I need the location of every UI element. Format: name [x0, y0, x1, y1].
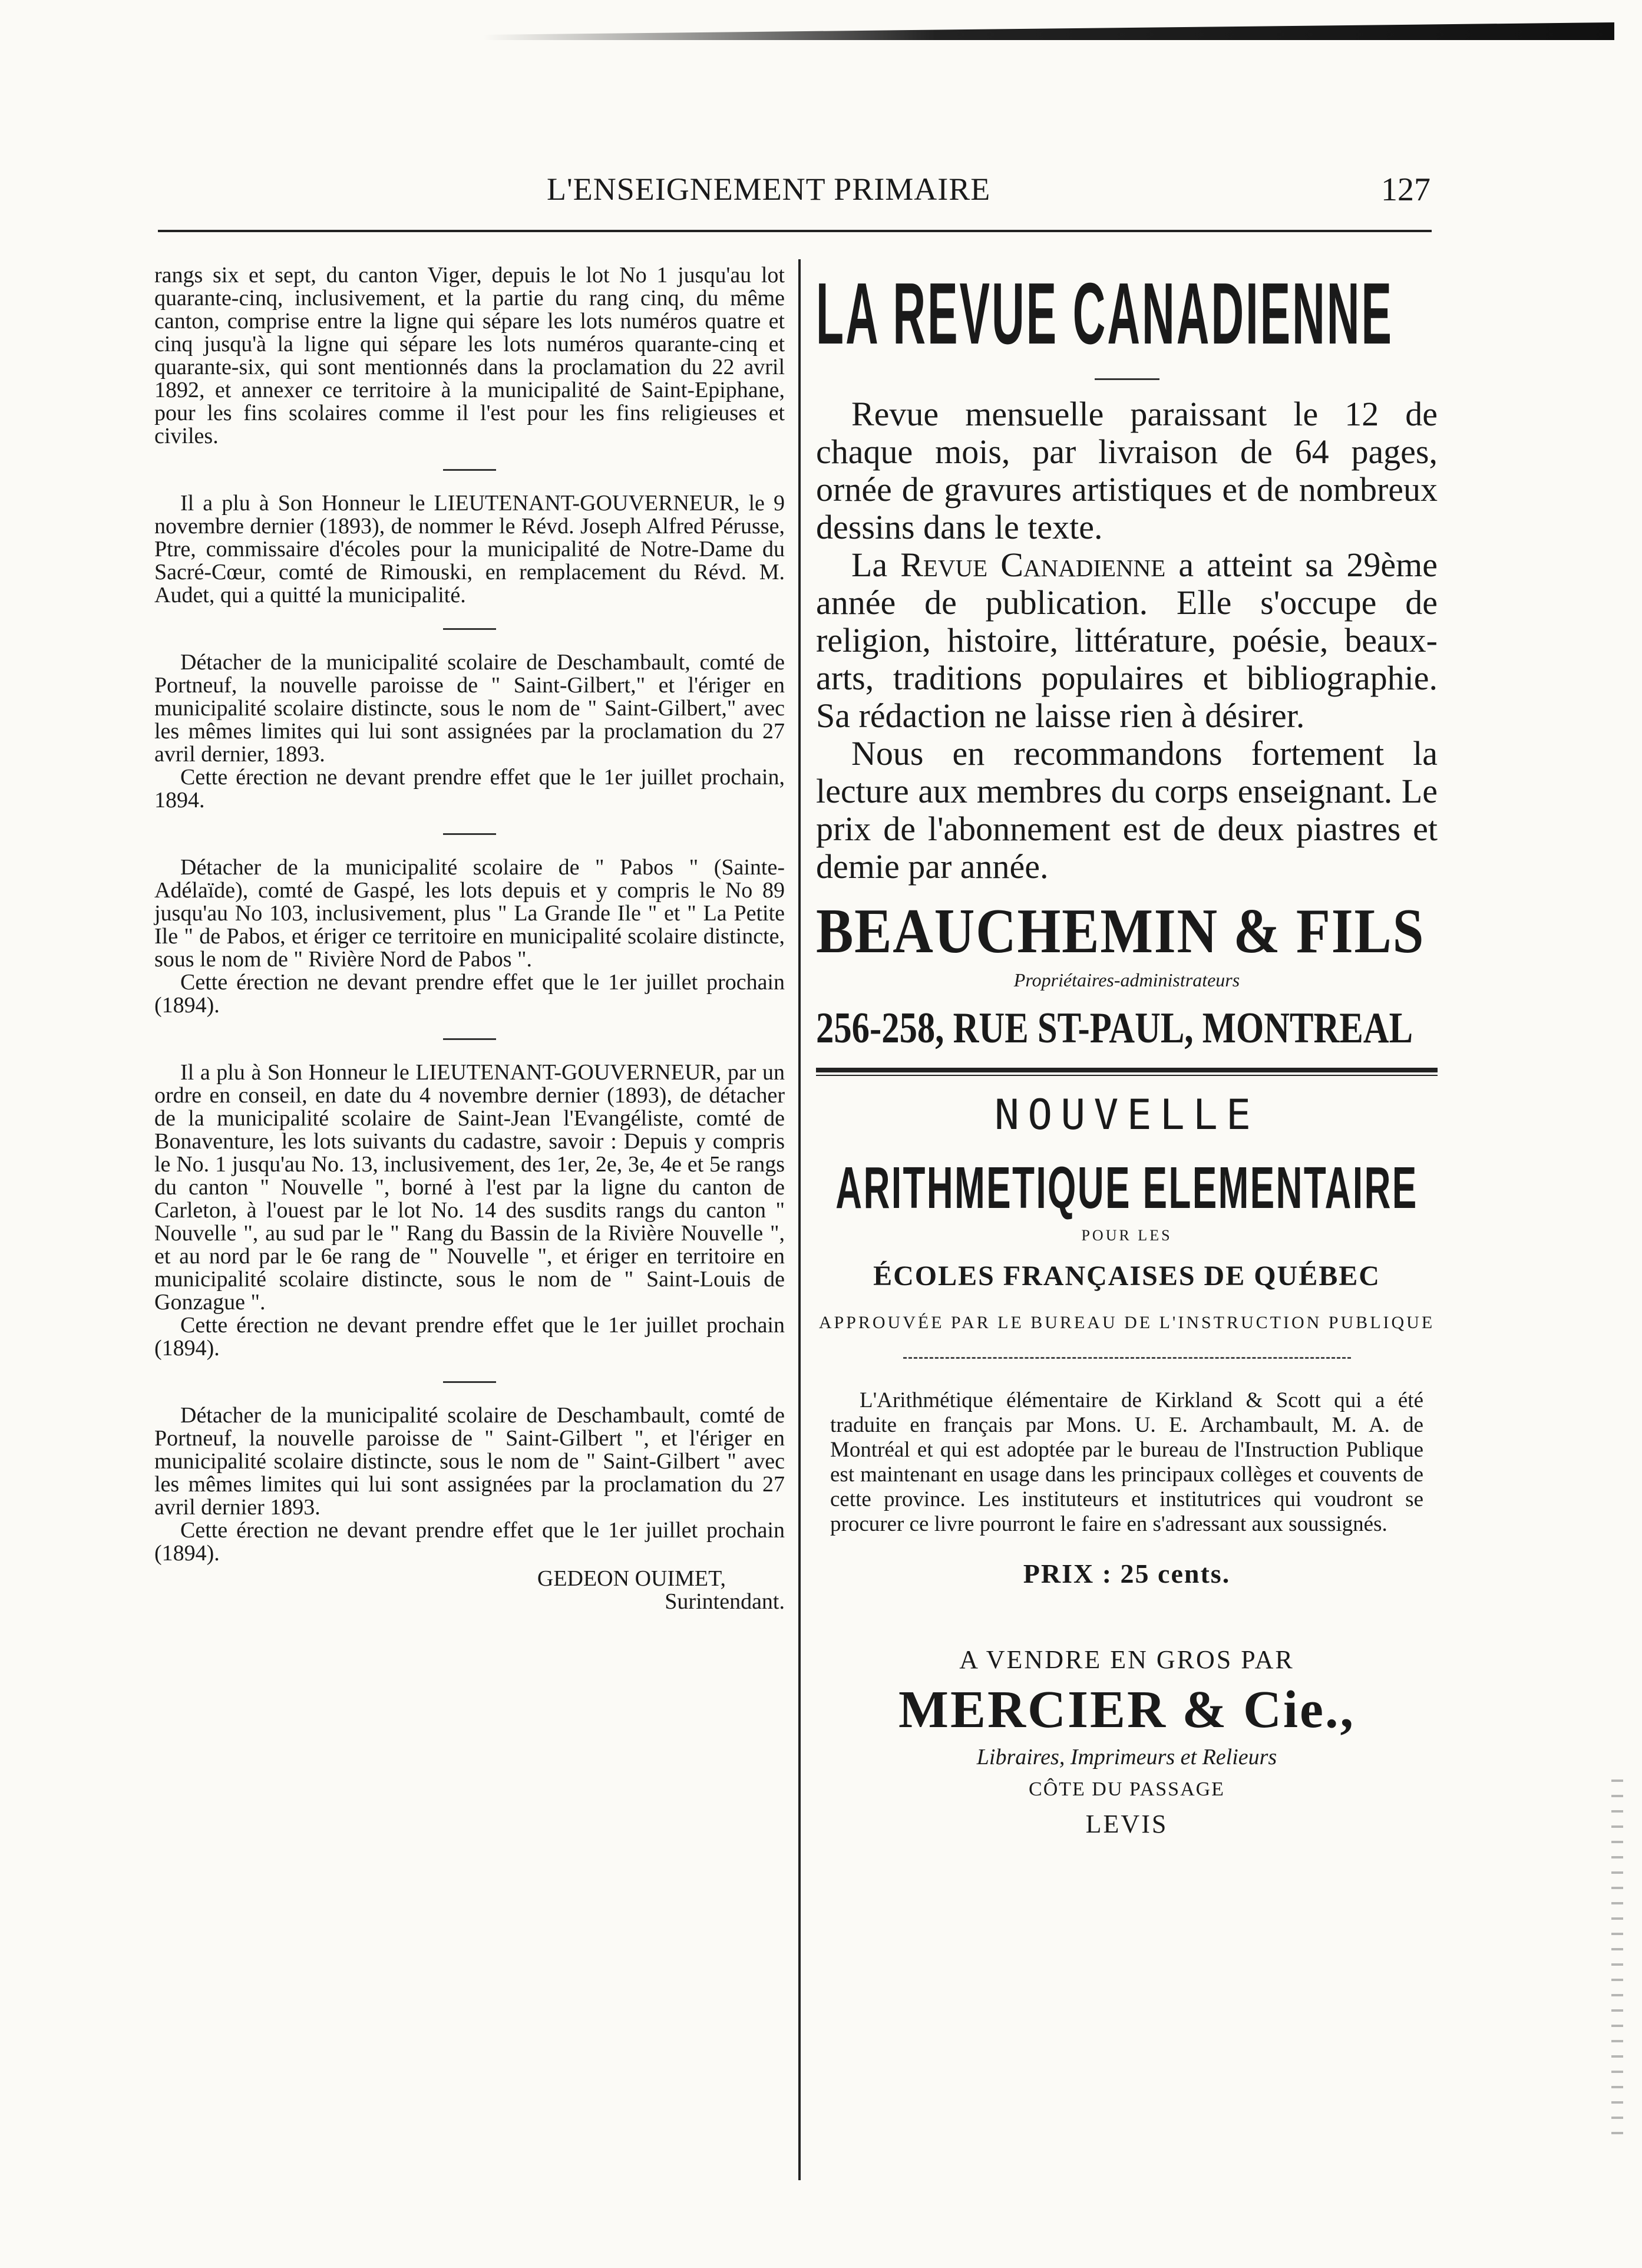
- revue-paragraph: [816, 546, 1438, 735]
- header-rule: [158, 230, 1432, 232]
- page-number: 127: [1381, 171, 1430, 208]
- dashed-divider: [903, 1357, 1351, 1359]
- notice-paragraph: Cette érection ne devant prendre effet que le 1er juillet prochain (1894).: [154, 970, 785, 1018]
- advert-divider-thick: [816, 1068, 1438, 1072]
- arithmetique-title: ARITHMETIQUE ELEMENTAIRE: [835, 1155, 1418, 1221]
- section-separator: [443, 1038, 496, 1040]
- revue-paragraph: Revue mensuelle paraissant le 12 de chaque mois, par livraison de 64 pages, ornée de gravures artistiques et de nombreux dessins dans le texte.: [816, 395, 1438, 546]
- arithmetique-description: [816, 1388, 1438, 1537]
- publisher-role: Propriétaires-administrateurs: [1013, 969, 1240, 991]
- notice-paragraph: Détacher de la municipalité scolaire de Deschambault, comté de Portneuf, la nouvelle paroisse de " Saint-Gilbert ", et l'ériger en municipalité scolaire distincte, sous le nom de " Saint-Gilbert " avec les mêmes limites qui lui sont assignées par la proclamation du 27 avril dernier 1893.: [154, 1403, 785, 1520]
- pour-les-label: POUR LES: [1081, 1227, 1172, 1244]
- notice-paragraph: Cette érection ne devant prendre effet que le 1er juillet prochain (1894).: [154, 1518, 785, 1566]
- running-title: L'ENSEIGNEMENT PRIMAIRE: [547, 171, 991, 207]
- arithmetique-paragraph: L'Arithmétique élémentaire de Kirkland & Scott qui a été traduite en français par Mons. U. E. Archambault, M. A. de Montréal et qui est adoptée par le bureau de l'Instruction Publique est maintenant en usage dans les principaux collèges et couvents de cette province. Les instituteurs et institutrices qui voudront se procurer ce livre pourront le faire en s'adressant aux soussignés.: [830, 1388, 1423, 1536]
- section-separator: [443, 833, 496, 835]
- title-rule: [1095, 378, 1159, 380]
- notice-paragraph: Cette érection ne devant prendre effet que le 1er juillet prochain, 1894.: [154, 765, 785, 813]
- notice-paragraph: Détacher de la municipalité scolaire de Deschambault, comté de Portneuf, la nouvelle paroisse de " Saint-Gilbert," et l'ériger en municipalité scolaire distincte, sous le nom de " Saint-Gilbert," avec les mêmes limites qui lui sont assignées par la proclamation du 27 avril dernier, 1893.: [154, 650, 785, 767]
- signature-title: Surintendant.: [665, 1589, 785, 1614]
- revue-canadienne-title: LA REVUE CANADIENNE: [816, 265, 1394, 362]
- publisher-address: 256-258, RUE ST-PAUL, MONTREAL: [816, 1004, 1413, 1052]
- publisher-name: BEAUCHEMIN & FILS: [816, 896, 1425, 966]
- revue-paragraph: Nous en recommandons fortement la lecture aux membres du corps enseignant. Le prix de l'abonnement est de deux piastres et demie par année.: [816, 734, 1438, 886]
- revue-lead-text: La: [851, 546, 901, 584]
- sold-by-line: A VENDRE EN GROS PAR: [959, 1645, 1294, 1674]
- section-separator: [443, 1381, 496, 1383]
- revue-name-smallcaps: Revue Canadienne: [900, 546, 1166, 584]
- ecoles-heading: ÉCOLES FRANÇAISES DE QUÉBEC: [873, 1260, 1380, 1292]
- section-separator: [443, 469, 496, 471]
- advert-divider-thin: [816, 1075, 1438, 1076]
- running-head: [158, 165, 1430, 212]
- revue-paragraph-rest: a atteint sa 29ème année de publication. Elle s'occupe de religion, histoire, littérature, poésie, beaux-arts, traditions populaires et bibliographie. Sa rédaction ne laisse rien à désirer.: [816, 546, 1438, 735]
- vendor-city: LEVIS: [1085, 1810, 1168, 1838]
- nouvelle-kicker: NOUVELLE: [994, 1091, 1260, 1139]
- price-line: PRIX : 25 cents.: [1023, 1559, 1231, 1589]
- revue-description: [816, 395, 1438, 886]
- notice-paragraph: Il a plu à Son Honneur le LIEUTENANT-GOUVERNEUR, le 9 novembre dernier (1893), de nommer le Révd. Joseph Alfred Pérusse, Ptre, commissaire d'écoles pour la municipalité de Notre-Dame du Sacré-Cœur, comté de Rimouski, en remplacement du Révd. M. Audet, qui a quitté la municipalité.: [154, 491, 785, 608]
- right-column: [816, 264, 1438, 1839]
- notice-paragraph: rangs six et sept, du canton Viger, depuis le lot No 1 jusqu'au lot quarante-cinq, inclusivement, et la partie du rang cinq, du même canton, comprise entre la ligne qui sépare les lots numéros quatre et cinq jusqu'à la ligne qui sépare les lots numéros quarante-cinq et quarante-six, qui sont mentionnés dans la proclamation du 22 avril 1892, et annexer ce territoire à la municipalité de Saint-Epiphane, pour les fins scolaires comme il l'est pour les fins religieuses et civiles.: [154, 263, 785, 448]
- vendor-name: MERCIER & Cie.,: [898, 1681, 1355, 1739]
- column-rule: [798, 259, 801, 2180]
- notice-paragraph: Il a plu à Son Honneur le LIEUTENANT-GOUVERNEUR, par un ordre en conseil, en date du 4 novembre dernier (1893), de détacher de la municipalité scolaire de Saint-Jean l'Evangéliste, comté de Bonaventure, les lots suivants du cadastre, savoir : Depuis y compris le No. 1 jusqu'au No. 13, inclusivement, des 1er, 2e, 3e, 4e et 5e rangs du canton " Nouvelle ", borné à l'est par la ligne du canton de Carleton, à l'ouest par le lot No. 14 des susdits rangs du canton " Nouvelle ", au sud par le " Rang du Bassin de la Rivière Nouvelle ", et au nord par le 6e rang de " Nouvelle ", et ériger en territoire en municipalité scolaire distincte, sous le nom de " Saint-Louis de Gonzague ".: [154, 1060, 785, 1315]
- notice-paragraph: Cette érection ne devant prendre effet que le 1er juillet prochain (1894).: [154, 1313, 785, 1361]
- scan-margin-noise: [1611, 1780, 1623, 2145]
- vendor-role: Libraires, Imprimeurs et Relieurs: [976, 1745, 1277, 1769]
- signature-name: GEDEON OUIMET,: [537, 1566, 726, 1591]
- notice-paragraph: Détacher de la municipalité scolaire de " Pabos " (Sainte-Adélaïde), comté de Gaspé, les lots depuis et y compris le No 89 jusqu'au No 103, inclusivement, plus " La Grande Ile " et " La Petite Ile " de Pabos, et ériger ce territoire en municipalité scolaire distincte, sous le nom de " Rivière Nord de Pabos ".: [154, 855, 785, 972]
- vendor-address: CÔTE DU PASSAGE: [1029, 1778, 1225, 1800]
- approval-line: APPROUVÉE PAR LE BUREAU DE L'INSTRUCTION PUBLIQUE: [818, 1313, 1435, 1332]
- top-scan-rule: [483, 22, 1614, 40]
- left-column: [154, 264, 785, 1613]
- section-separator: [443, 628, 496, 630]
- signature-block: [154, 1567, 785, 1613]
